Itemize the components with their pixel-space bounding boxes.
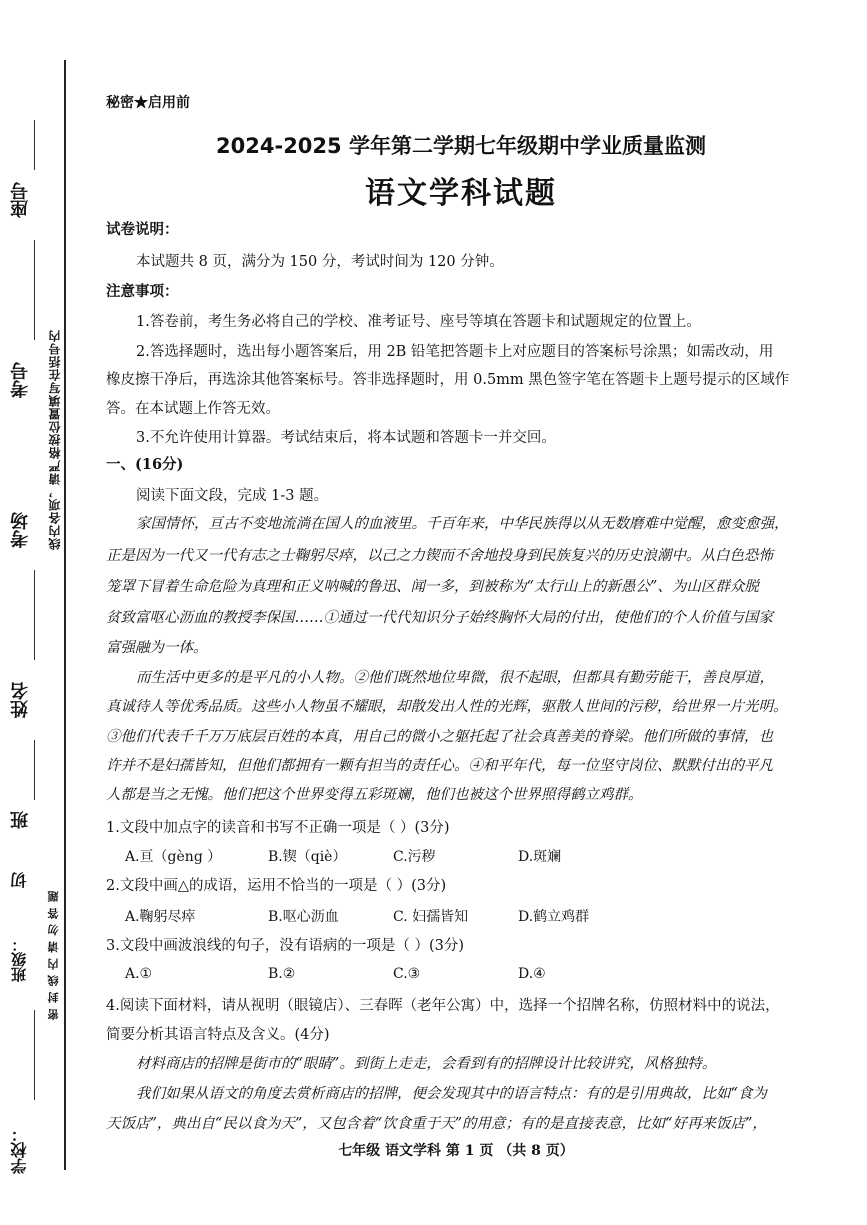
- section-heading: 一、(16分): [106, 456, 184, 473]
- option-b: B.②: [268, 966, 296, 982]
- question-stem: 3.文段中画波浪线的句子，没有语病的一项是（ ）(3分): [106, 938, 464, 954]
- class-label: 班: [10, 811, 31, 829]
- binding-line: [64, 60, 66, 1170]
- option-d: D.鹤立鸡群: [518, 909, 590, 925]
- binding-margin: [8, 60, 64, 1190]
- passage-line: 贫致富呕心沥血的教授李保国……①通过一代代知识分子始终胸怀大局的付出，使他们的个人价值与国家: [106, 610, 773, 626]
- option-c: C.③: [393, 966, 421, 982]
- name-line: [34, 740, 35, 800]
- secret-mark: 秘密★启用前: [106, 95, 190, 111]
- passage-line: 正是因为一代又一代有志之士鞠躬尽瘁，以己之力锲而不舍地投身到民族复兴的历史浪潮中。从白色恐怖: [106, 548, 773, 564]
- margin-note: 线内各项，请严格按位置填写在括号内: [48, 329, 62, 550]
- option-a: A.①: [125, 966, 153, 982]
- passage-line: 真诚待人等优秀品质。这些小人物虽不耀眼，却散发出人性的光辉，驱散人世间的污秽，给世界一片光明。: [106, 699, 788, 715]
- seat-label: 座号: [10, 182, 31, 218]
- passage-line: 而生活中更多的是平凡的小人物。②他们既然地位卑微，很不起眼，但都具有勤劳能干，善良厚道，: [136, 670, 774, 686]
- exam-no-line: [34, 240, 35, 340]
- class-line: [34, 1010, 35, 1100]
- name-label: 姓名: [10, 682, 31, 718]
- page-footer: 七年级 语文学科 第 1 页 （共 8 页）: [338, 1143, 574, 1159]
- option-b: B.呕心沥血: [268, 909, 339, 925]
- passage-line: 富强融为一体。: [106, 640, 208, 656]
- class-full-label: 班级：: [10, 937, 28, 983]
- option-b: B.锲（qiè）: [268, 849, 347, 865]
- option-a: A.亘（gèng ）: [125, 849, 222, 865]
- notice-item: 2.答选择题时，选出每小题答案后，用 2B 铅笔把答题卡上对应题目的答案标号涂黑；如需改动，用: [136, 344, 774, 360]
- cut-label: 切: [10, 872, 29, 888]
- school-label: 学校：: [10, 1126, 29, 1174]
- question-stem: 2.文段中画△的成语，运用不恰当的一项是（ ）(3分): [106, 878, 447, 894]
- notice-item: 1.答卷前，考生务必将自己的学校、准考证号、座号等填在答题卡和试题规定的位置上。: [136, 314, 701, 330]
- option-c: C.污秽: [393, 849, 436, 865]
- material-line: 天饭店”，典出自“民以食为天”，又包含着“饮食重于天”的用意；有的是直接表意，比如“好再来饭店”，: [106, 1116, 767, 1132]
- notice-item: 橡皮擦干净后，再选涂其他答案标号。答非选择题时，用 0.5mm 黑色签字笔在答题卡上题号提示的区域作: [106, 372, 790, 388]
- seal-note: 密 封 线 内 请 勿 答 题: [47, 890, 60, 1020]
- passage-line: 笼罩下冒着生命危险为真理和正义呐喊的鲁迅、闻一多，到被称为“太行山上的新愚公”、为山区群众脱: [106, 579, 759, 595]
- subject-title: 语文学科试题: [365, 176, 557, 211]
- passage-line: 家国情怀，亘古不变地流淌在国人的血液里。千百年来，中华民族得以从无数磨难中觉醒，愈变愈强，: [136, 516, 789, 532]
- exam-room-label: 考场: [10, 512, 31, 548]
- material-line: 材料商店的招牌是街市的“眼睛”。到街上走走，会看到有的招牌设计比较讲究，风格独特。: [136, 1056, 717, 1072]
- exam-room-line: [34, 570, 35, 660]
- notice-item: 3.不允许使用计算器。考试结束后，将本试题和答题卡一并交回。: [136, 430, 556, 446]
- option-d: D.④: [518, 966, 546, 982]
- question-stem: 4.阅读下面材料，请从视明（眼镜店）、三春晖（老年公寓）中，选择一个招牌名称，仿照材料中的说法，: [106, 998, 780, 1014]
- notice-item: 答。在本试题上作答无效。: [106, 401, 280, 417]
- exam-title: 2024-2025 学年第二学期七年级期中学业质量监测: [216, 134, 706, 158]
- passage-line: 人都是当之无愧。他们把这个世界变得五彩斑斓，他们也被这个世界照得鹤立鸡群。: [106, 787, 643, 803]
- option-c: C. 妇孺皆知: [393, 909, 469, 925]
- material-line: 我们如果从语文的角度去赏析商店的招牌，便会发现其中的语言特点：有的是引用典故，比如“食为: [136, 1086, 767, 1102]
- question-stem: 1.文段中加点字的读音和书写不正确一项是（ ）(3分): [106, 820, 450, 836]
- intro-text: 本试题共 8 页，满分为 150 分，考试时间为 120 分钟。: [136, 254, 504, 270]
- section-instruction: 阅读下面文段，完成 1-3 题。: [136, 488, 329, 504]
- option-a: A.鞠躬尽瘁: [125, 909, 196, 925]
- intro-label: 试卷说明：: [106, 221, 179, 238]
- exam-no-label: 考号: [10, 362, 31, 398]
- question-stem: 简要分析其语言特点及含义。(4分): [106, 1027, 330, 1043]
- seat-line: [34, 120, 35, 170]
- option-d: D.斑斓: [518, 849, 562, 865]
- passage-line: ③他们代表千千万万底层百姓的本真，用自己的微小之躯托起了社会真善美的脊梁。他们所做的事情，也: [106, 729, 773, 745]
- passage-line: 许并不是妇孺皆知，但他们都拥有一颗有担当的责任心。④和平年代，每一位坚守岗位、默默付出的平凡: [106, 758, 773, 774]
- notice-label: 注意事项：: [106, 283, 179, 300]
